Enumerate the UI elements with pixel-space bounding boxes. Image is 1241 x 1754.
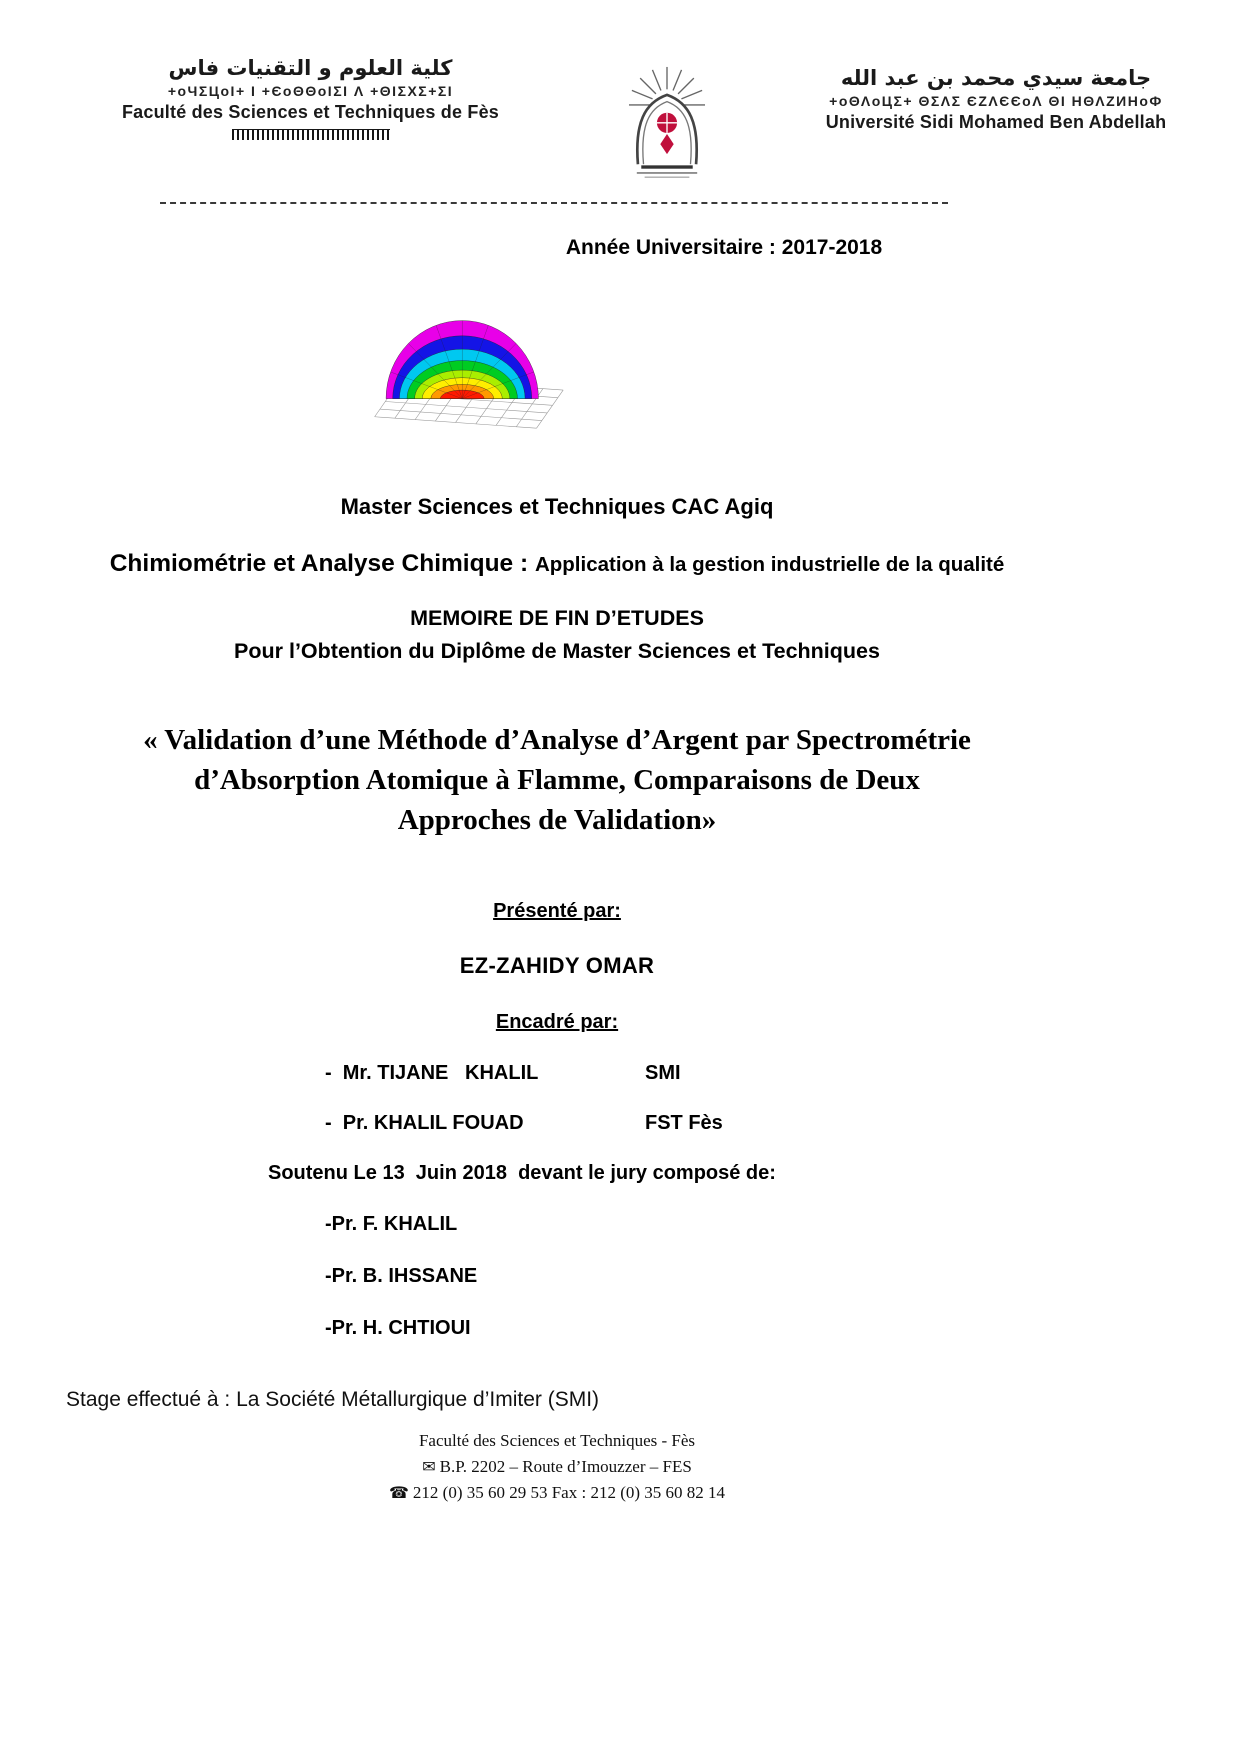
separator-line [160,202,948,204]
faculty-block [88,56,533,140]
supervisor-affiliation: FST Fès [645,1112,723,1135]
jury-member: -Pr. H. CHTIOUI [325,1317,471,1340]
header [0,0,1241,186]
specialty-line [0,550,1114,578]
defense-statement: Soutenu Le 13 Juin 2018 devant le jury composé de: [268,1162,776,1185]
supervisor-list [0,1062,1114,1135]
main-column [0,202,1114,1340]
university-block [801,66,1191,133]
thesis-title-line3: Approches de Validation» [397,804,717,837]
university-name-french: Université Sidi Mohamed Ben Abdellah [825,112,1167,132]
phone-icon: ☎ [388,1484,409,1502]
thesis-title-line1: « Validation d’une Méthode d’Analyse d’Argent par Spectrométrie [143,724,971,756]
footer-address-text: B.P. 2202 – Route d’Imouzzer – FES [439,1456,692,1476]
thesis-title-line2: d’Absorption Atomique à Flamme, Comparaisons de Deux [194,764,920,797]
supervisor-name: - Mr. TIJANE KHALIL [325,1062,539,1085]
supervised-by-label: Encadré par: [495,1011,619,1034]
faculty-name-french: Faculté des Sciences et Techniques de Fès [121,102,499,122]
footer-phone [0,1480,1114,1506]
university-logo-icon [611,58,723,186]
footer-faculty: Faculté des Sciences et Techniques - Fès [418,1431,696,1451]
thesis-title [0,720,1114,840]
author-name: EZ-ZAHIDY OMAR [459,953,655,979]
jury-member: -Pr. B. IHSSANE [325,1265,478,1288]
memoire-heading: MEMOIRE DE FIN D’ETUDES [410,606,704,630]
academic-year: Année Universitaire : 2017-2018 [565,236,883,259]
footer [0,1428,1114,1506]
faculty-name-arabic: كلية العلوم و التقنيات فاس [168,56,453,80]
internship-statement: Stage effectué à : La Société Métallurgique d’Imiter (SMI) [66,1388,600,1412]
footer-address [0,1454,1114,1480]
specialty-sub: Application à la gestion industrielle de la qualité [534,553,1005,576]
university-name-arabic: جامعة سيدي محمد بن عبد الله [840,66,1152,90]
supervisor-row [0,1062,1114,1085]
university-name-tifinagh: +oΘΛoЦΣ+ ΘΣΛΣ ЄΖΛЄЄoΛ ΘI НΘΛΖИНoФ [829,93,1163,109]
decorative-barcode [232,129,390,140]
supervisor-name: - Pr. KHALIL FOUAD [325,1112,524,1135]
specialty-main: Chimiométrie et Analyse Chimique : [109,550,535,577]
master-program: Master Sciences et Techniques CAC Agiq [340,494,774,519]
jury-list [0,1213,1114,1340]
diploma-purpose: Pour l’Obtention du Diplôme de Master Sciences et Techniques [234,639,880,663]
mail-icon: ✉ [422,1458,436,1476]
supervisor-affiliation: SMI [645,1062,681,1085]
surface-plot-figure [367,296,567,448]
footer-phone-text: 212 (0) 35 60 29 53 Fax : 212 (0) 35 60 82 14 [412,1482,726,1502]
faculty-name-tifinagh: +oЧΣЦoI+ I +ЄoΘΘoIΣI Λ +ΘIΣΧΣ+ΣI [167,83,454,99]
presented-by-label: Présenté par: [493,900,621,923]
supervisor-row [0,1112,1114,1135]
jury-member: -Pr. F. KHALIL [325,1213,458,1236]
